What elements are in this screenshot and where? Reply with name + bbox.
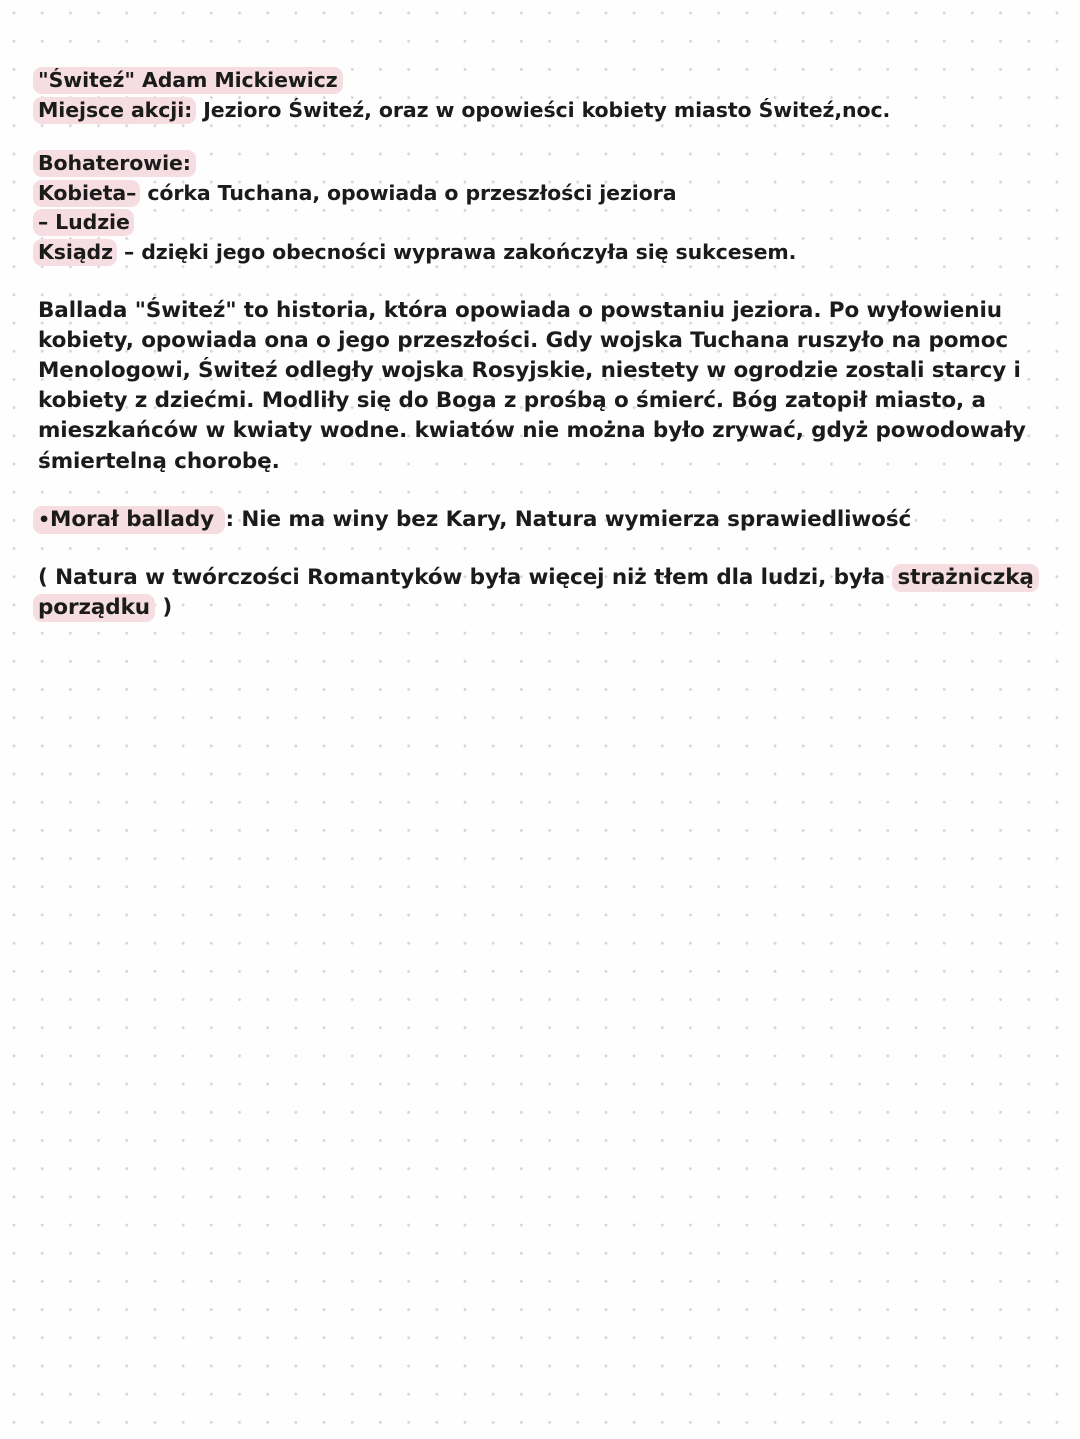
character-label-highlight-ksiadz: Ksiądz xyxy=(33,239,117,266)
character-item-ksiadz xyxy=(38,238,1038,268)
note-title-highlight: "Świteź" Adam Mickiewicz xyxy=(33,67,343,94)
summary-paragraph xyxy=(38,296,1038,477)
closing-highlight-porzadku: porządku xyxy=(33,594,155,622)
setting-label-highlight: Miejsce akcji: xyxy=(33,97,196,124)
closing-line-2-text: ) xyxy=(154,595,173,621)
closing-block xyxy=(38,563,1038,623)
summary-line-3: Menologowi, Świteź odległy wojska Rosyjskie, niestety w ogrodzie zostali starcy i xyxy=(38,357,1021,383)
character-description-kobieta: córka Tuchana, opowiada o przeszłości jeziora xyxy=(140,180,677,205)
summary-line-4: kobiety z dziećmi. Modliły się do Boga z prośbą o śmierć. Bóg zatopił miasto, a xyxy=(38,388,986,414)
summary-line-5: mieszkańców w kwiaty wodne. kwiatów nie można było zrywać, gdyż powodowały xyxy=(38,418,1026,444)
characters-heading-line xyxy=(38,149,1038,179)
setting-line xyxy=(38,96,1038,126)
moral-text: Nie ma winy bez Kary, Natura wymierza sprawiedliwość xyxy=(241,506,912,532)
character-item-kobieta xyxy=(38,179,1038,209)
summary-line-1: Ballada "Świteź" to historia, która opowiada o powstaniu jeziora. Po wyłowieniu xyxy=(38,297,1002,323)
setting-text: Jezioro Świteź, oraz w opowieści kobiety miasto Świteź,noc. xyxy=(196,97,891,122)
characters-heading-highlight: Bohaterowie: xyxy=(33,150,196,177)
summary-line-2: kobiety, opowiada ona o jego przeszłości. Gdy wojska Tuchana ruszyło na pomoc xyxy=(38,327,1009,353)
closing-line-1 xyxy=(38,563,1038,593)
title-block xyxy=(38,66,1038,125)
moral-block xyxy=(38,505,1038,535)
moral-separator: : xyxy=(225,506,242,532)
spacer-after-characters xyxy=(38,268,1038,296)
character-label-highlight-kobieta: Kobieta– xyxy=(33,180,140,207)
bullet-icon: • xyxy=(38,508,51,531)
spacer-after-summary xyxy=(38,477,1038,505)
spacer-after-title xyxy=(38,125,1038,149)
character-description-ksiadz: – dzięki jego obecności wyprawa zakończyła się sukcesem. xyxy=(116,239,797,264)
spacer-after-moral xyxy=(38,535,1038,563)
closing-line-2 xyxy=(38,593,1038,623)
note-content xyxy=(38,66,1038,623)
character-item-ludzie xyxy=(38,208,1038,238)
closing-highlight-strazniczka: strażniczką xyxy=(892,564,1038,592)
note-title-line xyxy=(38,66,1038,96)
summary-line-6: śmiertelną chorobę. xyxy=(38,448,280,474)
moral-label-highlight xyxy=(33,506,225,534)
moral-label: Morał ballady xyxy=(50,506,215,532)
character-label-highlight-ludzie: – Ludzie xyxy=(33,209,134,236)
characters-block xyxy=(38,149,1038,267)
closing-line-1-text: ( Natura w twórczości Romantyków była więcej niż tłem dla ludzi, była xyxy=(38,564,893,590)
moral-line xyxy=(38,505,1038,535)
